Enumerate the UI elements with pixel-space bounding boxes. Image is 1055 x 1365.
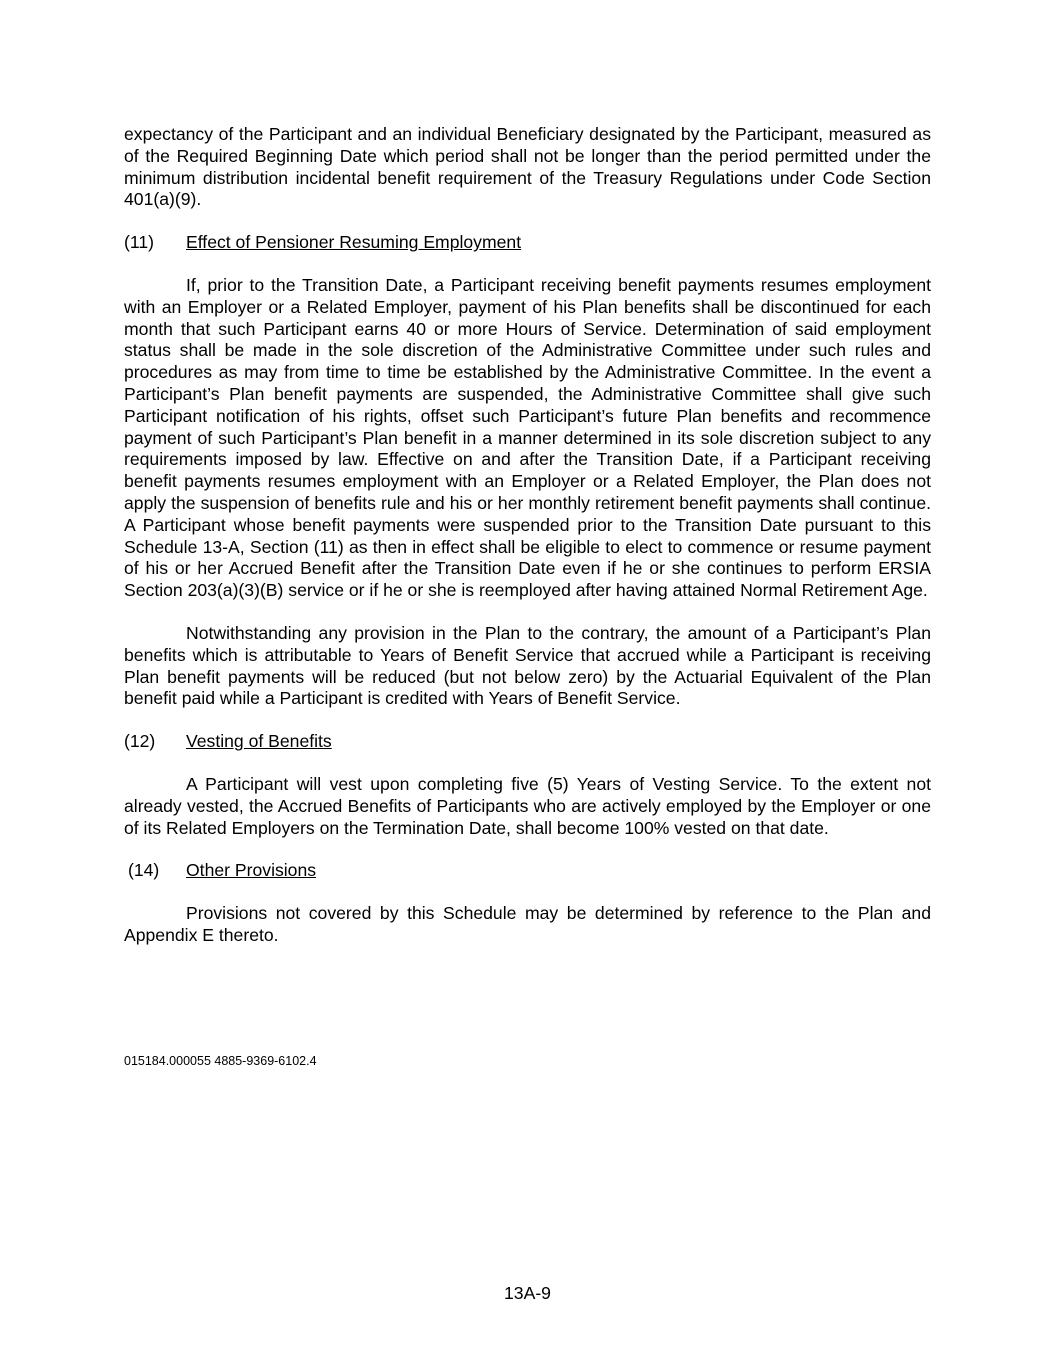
page-body (124, 124, 931, 947)
page-number: 13A-9 (504, 1283, 551, 1303)
section-14-number: (14) (128, 860, 160, 881)
section-12-title: Vesting of Benefits (186, 731, 332, 752)
section-12-number: (12) (124, 731, 156, 752)
section-12-heading (124, 731, 931, 753)
section-11-paragraph-1: If, prior to the Transition Date, a Participant receiving benefit payments resumes employment with an Employer or a Related Employer, payment of his Plan benefits shall be discontinued for each month that such Participant earns 40 or more Hours of Service. Determination of said employment status shall be made in the sole discretion of the Administrative Committee under such rules and procedures as may from time to time be established by the Administrative Committee. In the event a Participant’s Plan benefit payments are suspended, the Administrative Committee shall give such Participant notification of his rights, offset such Participant’s future Plan benefits and recommence payment of such Participant’s Plan benefit in a manner determined in its sole discretion subject to any requirements imposed by law. Effective on and after the Transition Date, if a Participant receiving benefit payments resumes employment with an Employer or a Related Employer, the Plan does not apply the suspension of benefits rule and his or her monthly retirement benefit payments shall continue. A Participant whose benefit payments were suspended prior to the Transition Date pursuant to this Schedule 13-A, Section (11) as then in effect shall be eligible to elect to commence or resume payment of his or her Accrued Benefit after the Transition Date even if he or she continues to perform ERSIA Section 203(a)(3)(B) service or if he or she is reemployed after having attained Normal Retirement Age. (124, 274, 931, 601)
section-14-heading (124, 860, 931, 882)
section-11-paragraph-2: Notwithstanding any provision in the Plan to the contrary, the amount of a Participant’s Plan benefits which is attributable to Years of Benefit Service that accrued while a Participant is receiving Plan benefit payments will be reduced (but not below zero) by the Actuarial Equivalent of the Plan benefit paid while a Participant is credited with Years of Benefit Service. (124, 622, 931, 709)
section-14-paragraph-1: Provisions not covered by this Schedule may be determined by reference to the Plan and Appendix E thereto. (124, 903, 931, 945)
section-11-heading (124, 232, 931, 254)
section-11-title: Effect of Pensioner Resuming Employment (186, 232, 522, 253)
section-11-number: (11) (124, 232, 154, 253)
section-12-paragraph-1: A Participant will vest upon completing five (5) Years of Vesting Service. To the extent not already vested, the Accrued Benefits of Participants who are actively employed by the Employer or one of its Related Employers on the Termination Date, shall become 100% vested on that date. (124, 773, 931, 838)
document-id: 015184.000055 4885-9369-6102.4 (124, 1054, 317, 1068)
continuation-paragraph: expectancy of the Participant and an individual Beneficiary designated by the Participant, measured as of the Required Beginning Date which period shall not be longer than the period permitted under the minimum distribution incidental benefit requirement of the Treasury Regulations under Code Section 401(a)(9). (124, 124, 931, 210)
section-14-title: Other Provisions (186, 860, 317, 881)
